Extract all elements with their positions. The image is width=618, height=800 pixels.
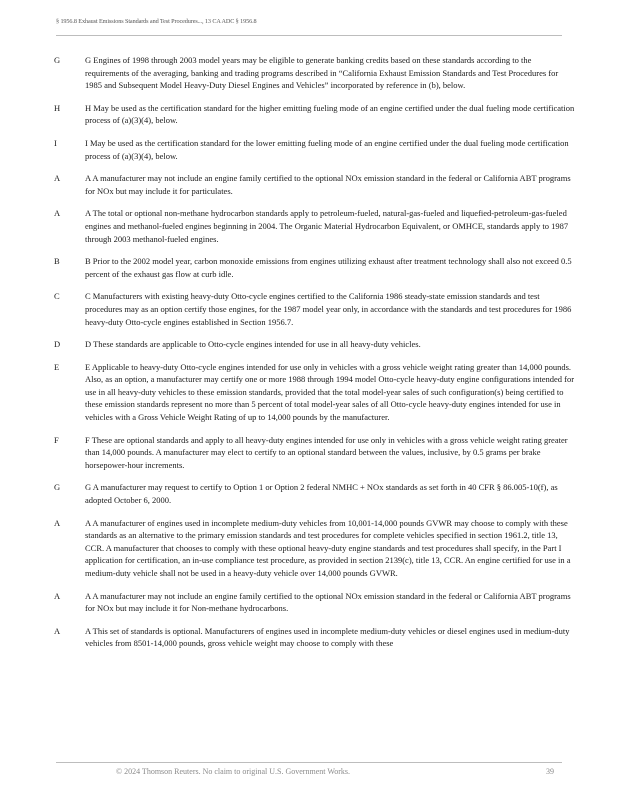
footnote-text: A The total or optional non-methane hydrocarbon standards apply to petroleum-fueled, natural-gas-fueled and liquefied-petroleum-gas-fueled engines and methanol-fueled engines beginning in 2004. The Organic Material Hydrocarbon Equivalent, or OMHCE, standards apply to 1987 through 2003 methanol-fueled engines.	[85, 208, 569, 244]
footnote-text: B Prior to the 2002 model year, carbon monoxide emissions from engines utilizing exhaust after treatment technology shall also not exceed 0.5 percent of the exhaust gas flow at curb idle.	[85, 256, 572, 279]
footnote-text: A A manufacturer of engines used in incomplete medium-duty vehicles from 10,001-14,000 pounds GVWR may choose to comply with these standards as an alternative to the primary emission standards and test procedures for complete vehicles specified in section 1961.2, title 13, CCR. A manufacturer that chooses to comply with these optional heavy-duty engine standards and test procedures shall specify, in the Part I application for certification, an in-use compliance test procedure, as provided in section 2139(c), title 13, CCR. An engine certified for use in a medium-duty vehicle shall not be used in a heavy-duty vehicle over 14,000 pounds GVWR.	[85, 517, 571, 578]
footnote-key: I	[54, 137, 57, 148]
footnote-item	[54, 290, 576, 328]
footnote-item	[54, 625, 576, 650]
copyright-notice: © 2024 Thomson Reuters. No claim to original U.S. Government Works.	[116, 767, 351, 776]
footnote-item	[54, 361, 576, 424]
footnote-key: B	[54, 256, 60, 267]
footnote-item	[54, 102, 576, 127]
footnote-key: H	[54, 102, 61, 113]
footnote-item	[54, 590, 576, 615]
header-divider	[56, 35, 562, 36]
footnote-text: I May be used as the certification standard for the lower emitting fueling mode of an engine certified under the dual fueling mode certification process of (a)(3)(4), below.	[85, 137, 569, 161]
running-header: § 1956.8 Exhaust Emissions Standards and Test Procedures..., 13 CA ADC § 1956.8	[56, 18, 257, 25]
footnote-item	[54, 434, 576, 472]
footnote-item	[54, 481, 576, 506]
footnote-key: A	[54, 517, 61, 528]
footnote-key: A	[54, 208, 61, 219]
footnote-text: H May be used as the certification standard for the higher emitting fueling mode of an engine certified under the dual fueling mode certification process of (a)(3)(4), below.	[85, 102, 575, 126]
footnote-key: A	[54, 590, 61, 601]
footnote-text: D These standards are applicable to Otto-cycle engines intended for use in all heavy-duty vehicles.	[85, 339, 421, 350]
footnote-key: G	[54, 55, 61, 65]
footnote-key: F	[54, 434, 59, 445]
footnote-item	[54, 137, 576, 162]
footnote-text: A A manufacturer may not include an engine family certified to the optional NOx emission standard in the federal or California ABT programs for NOx but may include it for particulates.	[85, 173, 571, 196]
footnote-text: G Engines of 1998 through 2003 model years may be eligible to generate banking credits based on these standards according to the requirements of the averaging, banking and trading programs described in “California Exhaust Emission Standards and Test Procedures for 1985 and Subsequent Model Heavy-Duty Diesel Engines and Vehicles” incorporated by reference in (b), below.	[85, 55, 559, 91]
footnote-key: D	[54, 339, 61, 350]
footnote-item	[54, 517, 576, 580]
footnote-key: A	[54, 625, 61, 636]
page-number: 39	[546, 767, 554, 776]
footnote-key: E	[54, 361, 60, 372]
footnote-text: F These are optional standards and apply to all heavy-duty engines intended for use only in vehicles with a gross vehicle weight rating greater than 14,000 pounds. A manufacturer may elect to certify to an optional standard between the values, inclusive, by 0.5 grams per brake horsepower-hour increments.	[85, 434, 568, 470]
footnote-item	[54, 255, 576, 280]
footnote-key: G	[54, 482, 61, 493]
footnote-text: A This set of standards is optional. Manufacturers of engines used in incomplete medium-duty vehicles or diesel engines used in medium-duty vehicles from 8501-14,000 pounds, gross vehicle weight may choose to comply with these	[85, 625, 570, 649]
footnote-text: G A manufacturer may request to certify to Option 1 or Option 2 federal NMHC + NOx standards as set forth in 40 CFR § 86.005-10(f), as adopted October 6, 2000.	[85, 482, 558, 506]
footnote-item	[54, 338, 576, 351]
footnote-key: A	[54, 173, 61, 184]
footer-divider	[56, 762, 562, 763]
footnote-text: A A manufacturer may not include an engine family certified to the optional NOx emission standard in the federal or California ABT programs for NOx but may include it for Non-methane hydrocarbons.	[85, 590, 571, 614]
footnote-item	[54, 207, 576, 245]
footnote-item	[54, 172, 576, 197]
footnote-item	[54, 54, 576, 92]
footnote-list	[54, 54, 576, 660]
footnote-text: C Manufacturers with existing heavy-duty Otto-cycle engines certified to the California 1986 steady-state emission standards and test procedures may as an option certify those engines, for the 1987 model year only, in accordance with the standards and test procedures for 1986 heavy-duty Otto-cycle engines established in Section 1956.7.	[85, 291, 572, 327]
footnote-key: C	[54, 291, 60, 302]
footnote-text: E Applicable to heavy-duty Otto-cycle engines intended for use only in vehicles with a gross vehicle weight rating greater than 14,000 pounds. Also, as an option, a manufacturer may certify one or more 1988 through 1994 model Otto-cycle heavy-duty engine configurations intended for use in all heavy-duty vehicles to these emission standards, provided that the total model-year sales of such configuration(s) being certified to these emission standards represent no more than 5 percent of total model-year sales of all Otto-cycle heavy-duty engines intended for use in vehicles with a Gross Vehicle Weight Rating of up to 14,000 pounds by the manufacturer.	[85, 361, 575, 423]
